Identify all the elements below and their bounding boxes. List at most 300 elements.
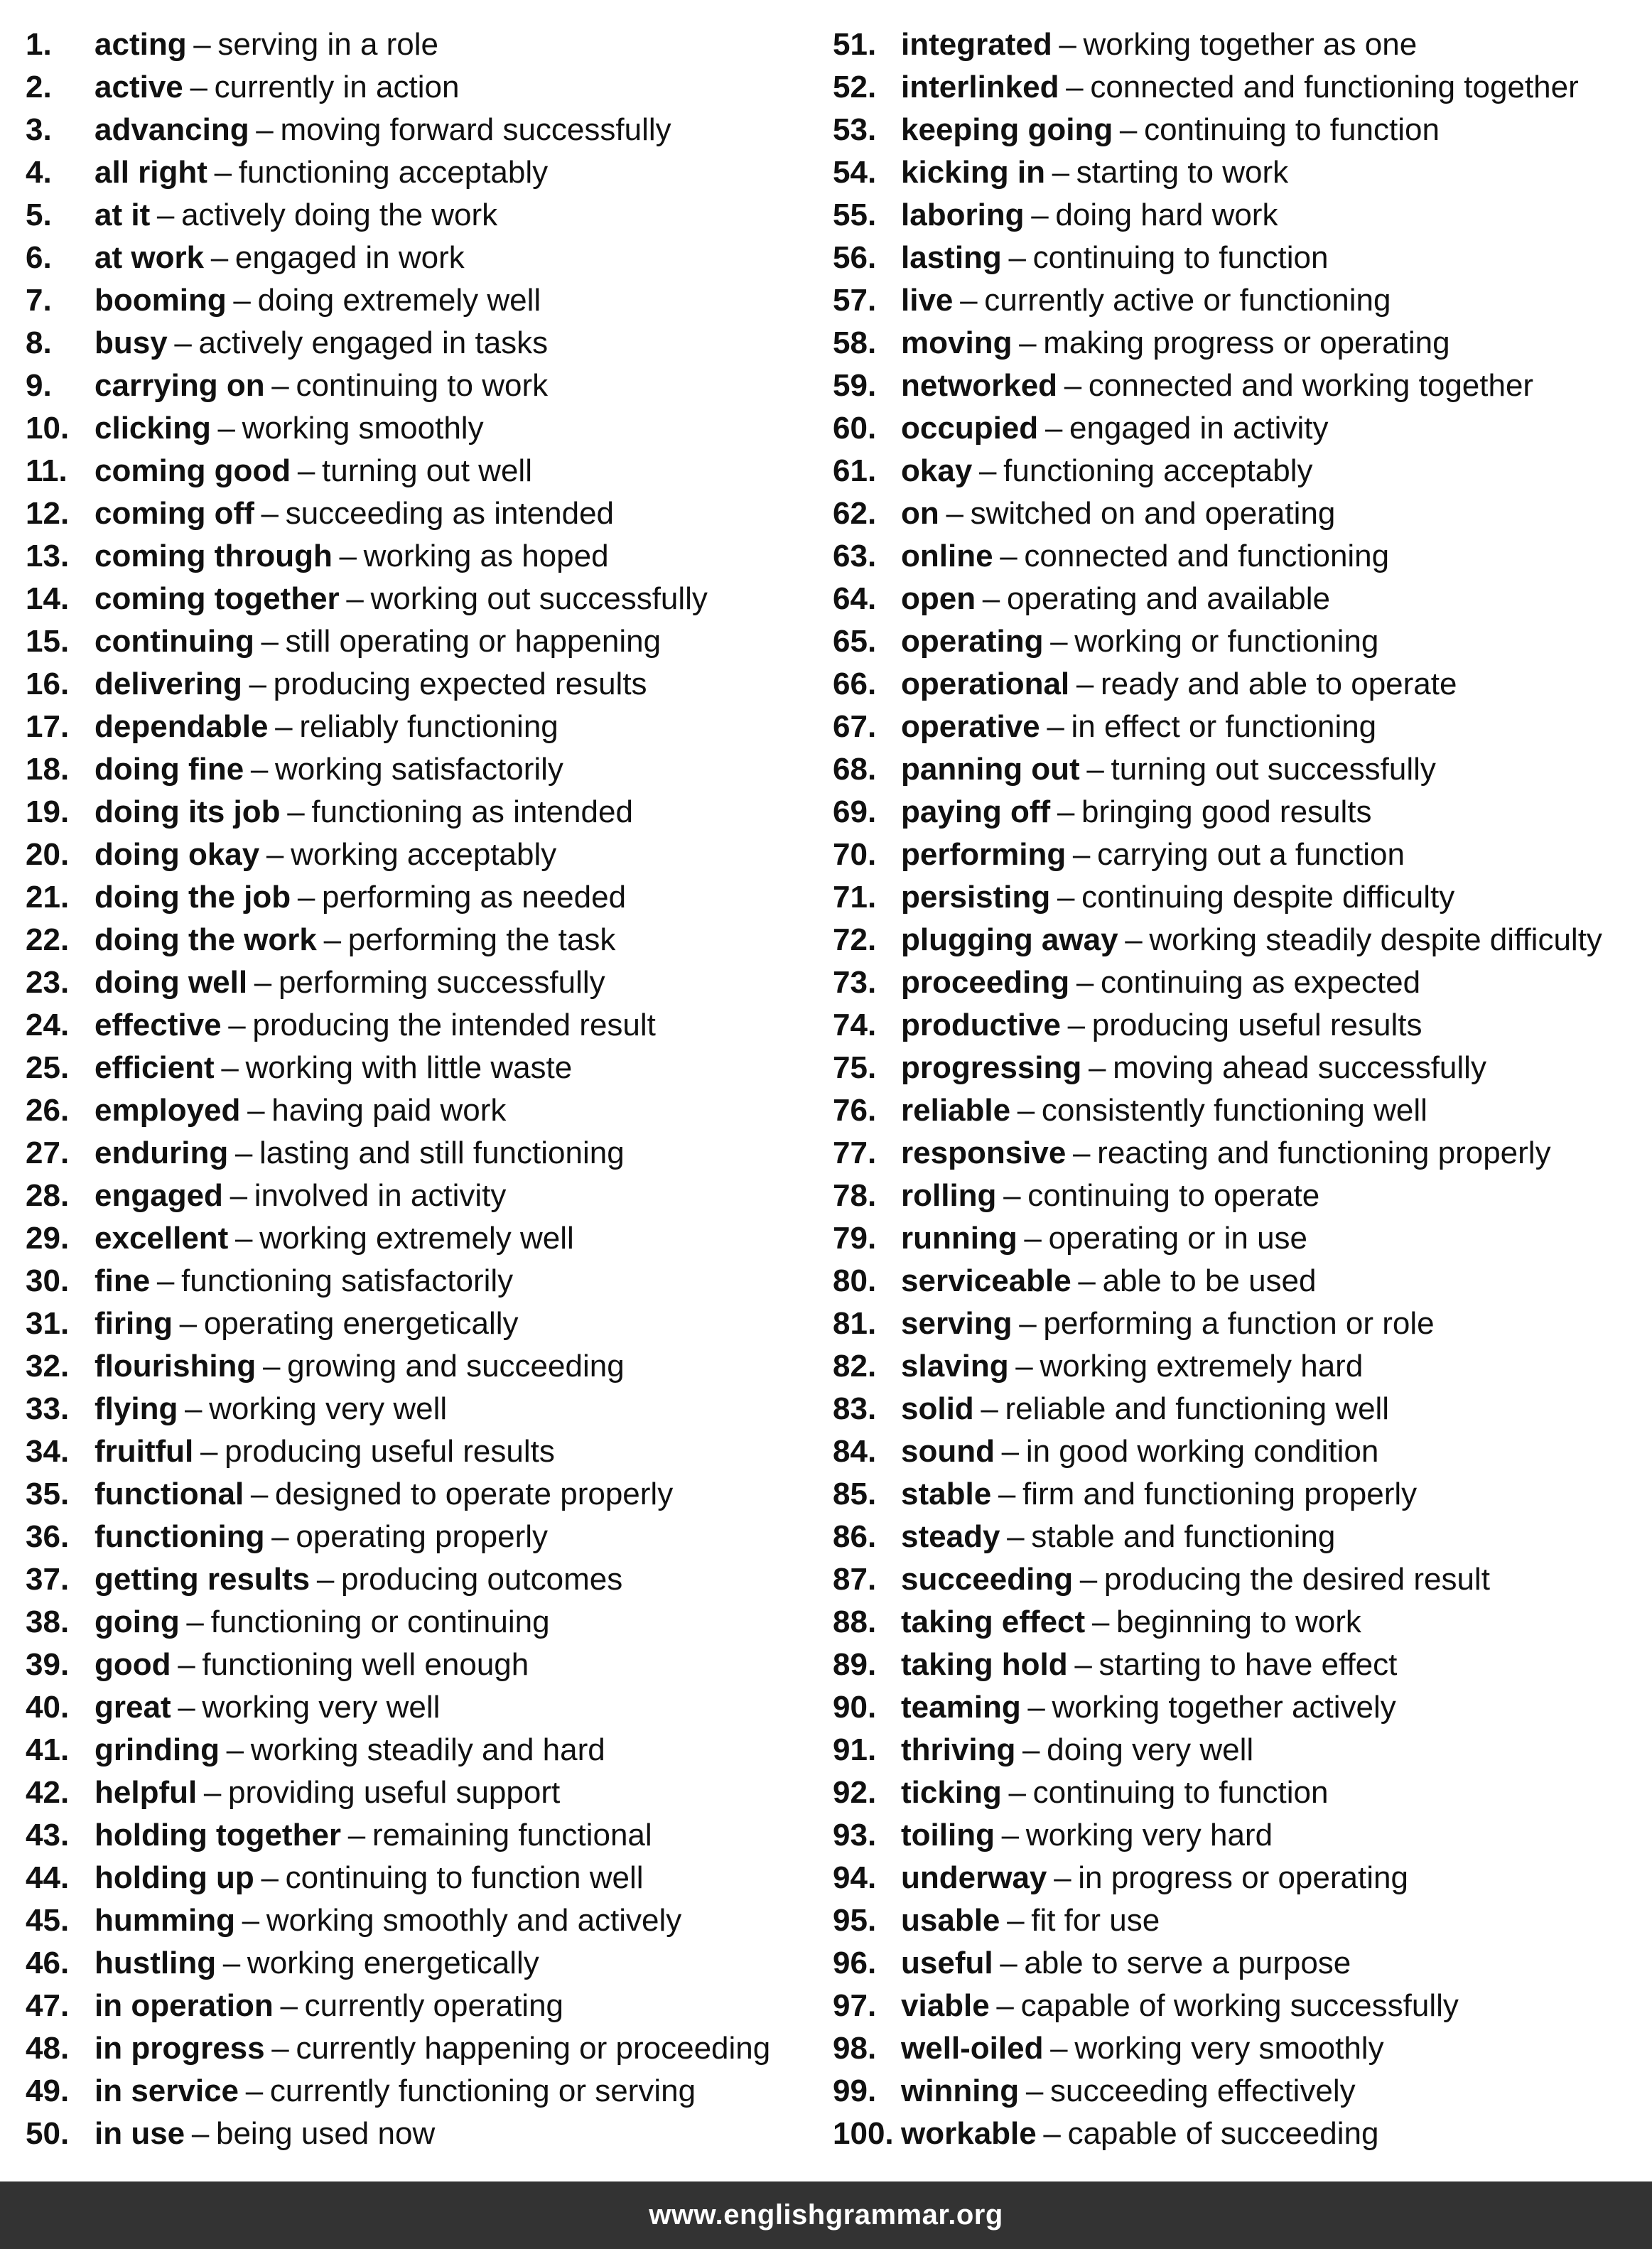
item-definition: remaining functional xyxy=(372,1818,652,1852)
item-term: progressing xyxy=(901,1050,1082,1085)
item-number: 67. xyxy=(833,709,877,744)
item-number: 91. xyxy=(833,1732,877,1767)
item-separator: – xyxy=(1000,539,1017,573)
item-term: in use xyxy=(95,2116,185,2151)
item-definition: serving in a role xyxy=(217,27,439,62)
item-number: 64. xyxy=(833,581,877,616)
item-term: booming xyxy=(95,283,227,318)
item-number: 86. xyxy=(833,1519,877,1554)
list-item xyxy=(833,1857,1650,1899)
item-number: 70. xyxy=(833,837,877,872)
item-number: 63. xyxy=(833,539,877,573)
item-definition: operating or in use xyxy=(1048,1221,1308,1256)
list-item xyxy=(833,151,1650,194)
item-term: getting results xyxy=(95,1562,311,1597)
item-definition: working very smoothly xyxy=(1074,2031,1384,2066)
item-term: running xyxy=(901,1221,1017,1256)
item-definition: currently in action xyxy=(214,70,460,104)
list-item xyxy=(833,1516,1650,1558)
item-definition: functioning as intended xyxy=(311,794,633,829)
item-number: 40. xyxy=(26,1690,70,1725)
item-term: helpful xyxy=(95,1775,198,1810)
item-number: 19. xyxy=(26,794,70,829)
item-number: 98. xyxy=(833,2031,877,2066)
item-term: fine xyxy=(95,1263,151,1298)
footer-website-link[interactable]: www.englishgrammar.org xyxy=(649,2199,1003,2231)
item-separator: – xyxy=(1076,965,1094,1000)
item-definition: performing a function or role xyxy=(1043,1306,1435,1341)
item-number: 35. xyxy=(26,1477,70,1511)
list-item xyxy=(26,1771,821,1814)
item-definition: growing and succeeding xyxy=(287,1349,625,1384)
item-term: networked xyxy=(901,368,1058,403)
item-term: moving xyxy=(901,325,1013,360)
item-number: 2. xyxy=(26,70,52,104)
item-separator: – xyxy=(1119,112,1138,147)
item-term: operational xyxy=(901,667,1070,701)
list-item xyxy=(833,578,1650,620)
item-term: usable xyxy=(901,1903,1000,1938)
list-item xyxy=(833,237,1650,279)
item-definition: being used now xyxy=(215,2116,436,2151)
item-separator: – xyxy=(1019,325,1037,360)
item-number: 9. xyxy=(26,368,52,403)
item-term: advancing xyxy=(95,112,249,147)
list-item xyxy=(26,1644,821,1686)
item-number: 93. xyxy=(833,1818,877,1852)
list-item xyxy=(26,1516,821,1558)
item-term: slaving xyxy=(901,1349,1009,1384)
item-term: in operation xyxy=(95,1988,274,2023)
item-term: teaming xyxy=(901,1690,1021,1725)
item-definition: fit for use xyxy=(1031,1903,1160,1938)
item-term: underway xyxy=(901,1860,1047,1895)
item-number: 76. xyxy=(833,1093,877,1128)
list-item xyxy=(833,450,1650,492)
list-item xyxy=(26,23,821,66)
item-number: 89. xyxy=(833,1647,877,1682)
item-separator: – xyxy=(249,667,266,701)
item-number: 72. xyxy=(833,922,877,957)
item-number: 46. xyxy=(26,1946,70,1980)
item-definition: producing expected results xyxy=(273,667,647,701)
list-item xyxy=(833,961,1650,1004)
item-definition: continuing to function xyxy=(1032,1775,1329,1810)
item-definition: continuing to function xyxy=(1144,112,1440,147)
item-definition: reacting and functioning properly xyxy=(1097,1136,1551,1170)
item-term: ticking xyxy=(901,1775,1002,1810)
item-term: online xyxy=(901,539,993,573)
item-definition: connected and functioning xyxy=(1024,539,1390,573)
list-item xyxy=(833,1004,1650,1047)
item-term: operative xyxy=(901,709,1040,744)
item-separator: – xyxy=(1027,1690,1045,1725)
item-term: useful xyxy=(901,1946,993,1980)
item-definition: working acceptably xyxy=(291,837,557,872)
item-separator: – xyxy=(185,1391,203,1426)
item-number: 94. xyxy=(833,1860,877,1895)
list-item xyxy=(833,1729,1650,1771)
item-definition: doing very well xyxy=(1047,1732,1254,1767)
item-separator: – xyxy=(235,1221,253,1256)
item-number: 37. xyxy=(26,1562,70,1597)
item-definition: working very well xyxy=(209,1391,448,1426)
item-separator: – xyxy=(1057,880,1075,915)
item-definition: working with little waste xyxy=(245,1050,573,1085)
list-item xyxy=(26,834,821,876)
item-number: 56. xyxy=(833,240,877,275)
item-definition: connected and functioning together xyxy=(1090,70,1579,104)
item-term: engaged xyxy=(95,1178,223,1213)
item-term: keeping going xyxy=(901,112,1113,147)
item-definition: working extremely well xyxy=(259,1221,574,1256)
item-term: viable xyxy=(901,1988,990,2023)
item-definition: moving ahead successfully xyxy=(1113,1050,1486,1085)
item-number: 27. xyxy=(26,1136,70,1170)
item-term: good xyxy=(95,1647,171,1682)
list-item xyxy=(833,1175,1650,1217)
item-term: laboring xyxy=(901,198,1025,232)
item-definition: working extremely hard xyxy=(1040,1349,1364,1384)
list-item xyxy=(833,834,1650,876)
item-number: 15. xyxy=(26,624,70,659)
item-term: firing xyxy=(95,1306,173,1341)
item-separator: – xyxy=(174,325,192,360)
list-item xyxy=(26,2027,821,2070)
list-item xyxy=(26,1942,821,1985)
item-term: effective xyxy=(95,1008,222,1042)
item-definition: capable of succeeding xyxy=(1067,2116,1379,2151)
item-separator: – xyxy=(178,1690,195,1725)
item-term: functioning xyxy=(95,1519,265,1554)
item-definition: operating and available xyxy=(1006,581,1330,616)
item-separator: – xyxy=(245,2073,264,2108)
item-separator: – xyxy=(316,1562,335,1597)
item-definition: operating properly xyxy=(296,1519,548,1554)
list-item xyxy=(26,1345,821,1388)
item-term: coming together xyxy=(95,581,340,616)
footer-bar xyxy=(0,2181,1652,2249)
item-separator: – xyxy=(156,198,175,232)
list-item xyxy=(26,919,821,961)
item-definition: working satisfactorily xyxy=(275,752,563,787)
item-definition: involved in activity xyxy=(254,1178,507,1213)
item-term: grinding xyxy=(95,1732,220,1767)
list-item xyxy=(26,1686,821,1729)
item-definition: designed to operate properly xyxy=(275,1477,674,1511)
item-number: 65. xyxy=(833,624,877,659)
item-separator: – xyxy=(981,1391,998,1426)
item-term: doing well xyxy=(95,965,248,1000)
list-item xyxy=(833,23,1650,66)
item-definition: producing useful results xyxy=(1091,1008,1422,1042)
item-separator: – xyxy=(339,539,357,573)
item-definition: lasting and still functioning xyxy=(259,1136,625,1170)
item-definition: continuing to work xyxy=(296,368,549,403)
list-item xyxy=(833,1473,1650,1516)
item-number: 95. xyxy=(833,1903,877,1938)
item-definition: providing useful support xyxy=(228,1775,561,1810)
item-separator: – xyxy=(1052,155,1070,190)
item-definition: carrying out a function xyxy=(1097,837,1405,872)
item-separator: – xyxy=(1066,70,1084,104)
item-term: interlinked xyxy=(901,70,1059,104)
item-separator: – xyxy=(247,1093,265,1128)
list-item xyxy=(833,109,1650,151)
item-number: 10. xyxy=(26,411,70,446)
item-separator: – xyxy=(960,283,978,318)
item-number: 85. xyxy=(833,1477,877,1511)
item-term: holding together xyxy=(95,1818,342,1852)
list-item xyxy=(833,407,1650,450)
item-definition: working very hard xyxy=(1025,1818,1273,1852)
item-number: 83. xyxy=(833,1391,877,1426)
item-number: 41. xyxy=(26,1732,70,1767)
item-term: solid xyxy=(901,1391,974,1426)
item-definition: working or functioning xyxy=(1074,624,1379,659)
item-term: on xyxy=(901,496,939,531)
item-number: 22. xyxy=(26,922,70,957)
item-number: 33. xyxy=(26,1391,70,1426)
item-definition: turning out successfully xyxy=(1111,752,1436,787)
item-term: continuing xyxy=(95,624,254,659)
list-item xyxy=(26,2113,821,2155)
list-item xyxy=(26,663,821,706)
item-number: 24. xyxy=(26,1008,70,1042)
list-item xyxy=(833,365,1650,407)
item-number: 77. xyxy=(833,1136,877,1170)
item-number: 45. xyxy=(26,1903,70,1938)
list-item xyxy=(26,1601,821,1644)
item-term: acting xyxy=(95,27,187,62)
item-term: steady xyxy=(901,1519,1000,1554)
item-definition: moving forward successfully xyxy=(280,112,671,147)
item-separator: – xyxy=(250,1477,269,1511)
item-definition: continuing as expected xyxy=(1100,965,1421,1000)
item-number: 26. xyxy=(26,1093,70,1128)
item-separator: – xyxy=(214,155,232,190)
item-separator: – xyxy=(1078,1263,1096,1298)
list-item xyxy=(833,1899,1650,1942)
list-item xyxy=(26,1260,821,1303)
item-separator: – xyxy=(1088,1050,1106,1085)
item-term: busy xyxy=(95,325,168,360)
item-number: 62. xyxy=(833,496,877,531)
item-definition: succeeding as intended xyxy=(285,496,615,531)
list-item xyxy=(833,791,1650,834)
item-definition: currently active or functioning xyxy=(984,283,1391,318)
item-number: 48. xyxy=(26,2031,70,2066)
item-separator: – xyxy=(1019,1306,1037,1341)
item-number: 80. xyxy=(833,1263,877,1298)
item-term: functional xyxy=(95,1477,244,1511)
item-number: 66. xyxy=(833,667,877,701)
item-term: performing xyxy=(901,837,1067,872)
item-separator: – xyxy=(261,1860,279,1895)
item-number: 59. xyxy=(833,368,877,403)
item-number: 81. xyxy=(833,1306,877,1341)
item-number: 50. xyxy=(26,2116,70,2151)
item-number: 36. xyxy=(26,1519,70,1554)
item-term: paying off xyxy=(901,794,1051,829)
item-separator: – xyxy=(1050,2031,1068,2066)
list-item xyxy=(26,1004,821,1047)
item-separator: – xyxy=(287,794,305,829)
item-separator: – xyxy=(230,1178,248,1213)
item-definition: currently operating xyxy=(304,1988,564,2023)
list-item xyxy=(833,1047,1650,1089)
item-term: holding up xyxy=(95,1860,254,1895)
item-term: workable xyxy=(901,2116,1037,2151)
item-separator: – xyxy=(1067,1008,1086,1042)
list-item xyxy=(26,151,821,194)
item-separator: – xyxy=(297,453,315,488)
item-term: flourishing xyxy=(95,1349,257,1384)
list-item xyxy=(26,1388,821,1430)
item-number: 38. xyxy=(26,1604,70,1639)
item-term: coming through xyxy=(95,539,333,573)
item-number: 28. xyxy=(26,1178,70,1213)
item-separator: – xyxy=(1001,1434,1020,1469)
item-number: 90. xyxy=(833,1690,877,1725)
item-number: 31. xyxy=(26,1306,70,1341)
item-separator: – xyxy=(210,240,229,275)
list-item xyxy=(833,279,1650,322)
list-item xyxy=(833,1345,1650,1388)
item-number: 34. xyxy=(26,1434,70,1469)
item-separator: – xyxy=(233,283,251,318)
item-definition: performing as needed xyxy=(322,880,627,915)
list-item xyxy=(833,2113,1650,2155)
item-separator: – xyxy=(1024,1221,1042,1256)
item-separator: – xyxy=(346,581,364,616)
item-term: fruitful xyxy=(95,1434,194,1469)
item-term: succeeding xyxy=(901,1562,1074,1597)
item-definition: continuing to function xyxy=(1032,240,1329,275)
item-separator: – xyxy=(271,1519,289,1554)
list-item xyxy=(833,1089,1650,1132)
item-definition: engaged in activity xyxy=(1069,411,1329,446)
item-separator: – xyxy=(347,1818,366,1852)
item-term: rolling xyxy=(901,1178,997,1213)
list-item xyxy=(833,2070,1650,2113)
item-number: 23. xyxy=(26,965,70,1000)
list-item xyxy=(833,322,1650,365)
item-separator: – xyxy=(186,1604,204,1639)
list-item xyxy=(26,407,821,450)
list-item xyxy=(26,1857,821,1899)
item-number: 53. xyxy=(833,112,877,147)
item-definition: in progress or operating xyxy=(1078,1860,1408,1895)
item-separator: – xyxy=(262,1349,281,1384)
item-definition: working together as one xyxy=(1083,27,1418,62)
item-definition: currently functioning or serving xyxy=(269,2073,696,2108)
item-term: occupied xyxy=(901,411,1039,446)
item-definition: turning out well xyxy=(322,453,532,488)
item-term: in progress xyxy=(95,2031,265,2066)
item-definition: working steadily despite difficulty xyxy=(1149,922,1602,957)
item-separator: – xyxy=(946,496,963,531)
item-separator: – xyxy=(203,1775,222,1810)
item-number: 4. xyxy=(26,155,52,190)
item-number: 61. xyxy=(833,453,877,488)
item-number: 69. xyxy=(833,794,877,829)
item-separator: – xyxy=(1015,1349,1033,1384)
item-number: 68. xyxy=(833,752,877,787)
list-item xyxy=(833,1644,1650,1686)
item-term: lasting xyxy=(901,240,1002,275)
item-definition: producing the intended result xyxy=(252,1008,656,1042)
item-term: efficient xyxy=(95,1050,215,1085)
item-definition: reliable and functioning well xyxy=(1005,1391,1390,1426)
item-number: 58. xyxy=(833,325,877,360)
item-term: taking hold xyxy=(901,1647,1068,1682)
item-definition: currently happening or proceeding xyxy=(296,2031,771,2066)
item-term: flying xyxy=(95,1391,178,1426)
item-term: clicking xyxy=(95,411,211,446)
item-definition: succeeding effectively xyxy=(1050,2073,1356,2108)
item-separator: – xyxy=(271,368,289,403)
item-number: 52. xyxy=(833,70,877,104)
item-definition: doing hard work xyxy=(1055,198,1278,232)
item-definition: working smoothly xyxy=(242,411,484,446)
item-term: at it xyxy=(95,198,151,232)
item-separator: – xyxy=(1001,1818,1020,1852)
item-number: 55. xyxy=(833,198,877,232)
item-definition: functioning satisfactorily xyxy=(181,1263,514,1298)
item-separator: – xyxy=(261,624,279,659)
item-definition: continuing to function well xyxy=(285,1860,644,1895)
list-item xyxy=(26,237,821,279)
item-definition: working as hoped xyxy=(363,539,609,573)
item-number: 88. xyxy=(833,1604,877,1639)
item-separator: – xyxy=(200,1434,218,1469)
item-term: employed xyxy=(95,1093,241,1128)
item-number: 74. xyxy=(833,1008,877,1042)
item-number: 96. xyxy=(833,1946,877,1980)
item-separator: – xyxy=(1073,1136,1091,1170)
list-item xyxy=(26,1430,821,1473)
item-term: coming off xyxy=(95,496,254,531)
item-definition: continuing despite difficulty xyxy=(1081,880,1455,915)
item-separator: – xyxy=(1086,752,1104,787)
item-definition: in effect or functioning xyxy=(1071,709,1377,744)
item-definition: continuing to operate xyxy=(1027,1178,1320,1213)
item-definition: reliably functioning xyxy=(299,709,558,744)
list-item xyxy=(26,535,821,578)
list-item xyxy=(26,1047,821,1089)
item-term: stable xyxy=(901,1477,992,1511)
item-term: active xyxy=(95,70,183,104)
list-item xyxy=(833,620,1650,663)
item-number: 43. xyxy=(26,1818,70,1852)
item-separator: – xyxy=(222,1946,241,1980)
item-term: humming xyxy=(95,1903,235,1938)
item-definition: actively engaged in tasks xyxy=(198,325,549,360)
list-item xyxy=(833,663,1650,706)
item-term: reliable xyxy=(901,1093,1011,1128)
item-term: taking effect xyxy=(901,1604,1086,1639)
item-term: carrying on xyxy=(95,368,265,403)
list-item xyxy=(833,1686,1650,1729)
item-separator: – xyxy=(156,1263,175,1298)
word-list-column-left xyxy=(26,23,821,2155)
item-number: 3. xyxy=(26,112,52,147)
list-item xyxy=(833,1601,1650,1644)
item-term: toiling xyxy=(901,1818,995,1852)
item-number: 32. xyxy=(26,1349,70,1384)
item-definition: bringing good results xyxy=(1081,794,1372,829)
